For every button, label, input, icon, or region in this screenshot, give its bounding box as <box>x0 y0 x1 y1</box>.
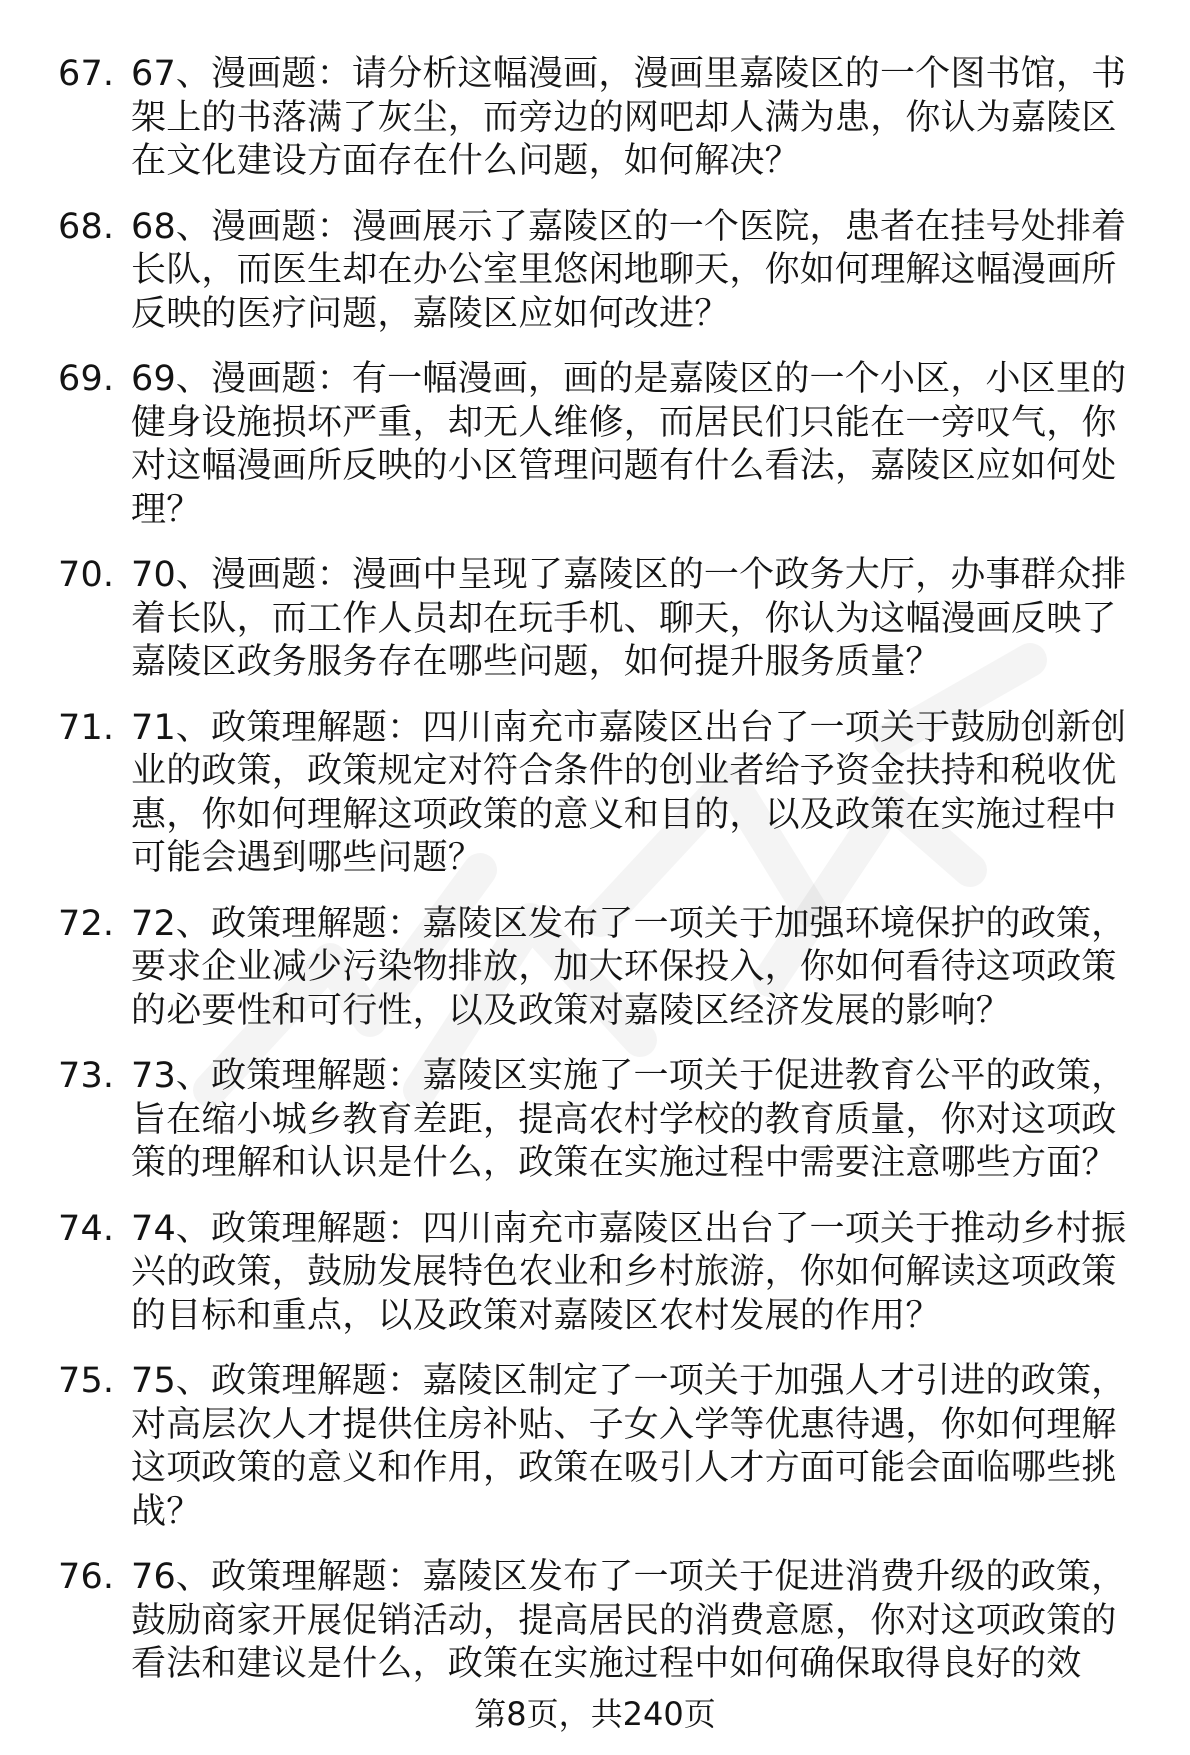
question-text: 76、政策理解题：嘉陵区发布了一项关于促进消费升级的政策，鼓励商家开展促销活动，提高居民的消费意愿，你对这项政策的看法和建议是什么，政策在实施过程中如何确保取得良好的效 <box>131 1557 1127 1684</box>
question-item-74 <box>0 1208 1190 1339</box>
question-number: 76. <box>58 1557 115 1597</box>
question-number: 70. <box>58 555 115 595</box>
question-number: 69. <box>58 359 115 399</box>
question-number: 75. <box>58 1361 115 1401</box>
question-item-72 <box>0 903 1190 1034</box>
question-item-67 <box>0 53 1190 184</box>
question-number: 68. <box>58 206 115 247</box>
question-text: 70、漫画题：漫画中呈现了嘉陵区的一个政务大厅，办事群众排着长队，而工作人员却在玩手机、聊天，你认为这幅漫画反映了嘉陵区政务服务存在哪些问题，如何提升服务质量？ <box>131 555 1127 682</box>
question-item-68 <box>0 206 1190 337</box>
question-number: 72. <box>58 903 115 944</box>
question-number: 71. <box>58 707 115 748</box>
question-item-76 <box>0 1556 1190 1687</box>
question-text: 75、政策理解题：嘉陵区制定了一项关于加强人才引进的政策，对高层次人才提供住房补贴、子女入学等优惠待遇，你如何理解这项政策的意义和作用，政策在吸引人才方面可能会面临哪些挑战？ <box>131 1361 1127 1532</box>
page-footer: 第8页，共240页 <box>474 1695 716 1733</box>
question-list <box>0 53 1190 1709</box>
question-text: 72、政策理解题：嘉陵区发布了一项关于加强环境保护的政策，要求企业减少污染物排放，加大环保投入，你如何看待这项政策的必要性和可行性，以及政策对嘉陵区经济发展的影响？ <box>131 903 1127 1031</box>
question-text: 67、漫画题：请分析这幅漫画，漫画里嘉陵区的一个图书馆，书架上的书落满了灰尘，而旁边的网吧却人满为患，你认为嘉陵区在文化建设方面存在什么问题，如何解决？ <box>131 54 1127 181</box>
question-item-73 <box>0 1055 1190 1186</box>
question-item-70 <box>0 554 1190 685</box>
question-text: 73、政策理解题：嘉陵区实施了一项关于促进教育公平的政策，旨在缩小城乡教育差距，提高农村学校的教育质量，你对这项政策的理解和认识是什么，政策在实施过程中需要注意哪些方面？ <box>131 1056 1127 1183</box>
question-number: 67. <box>58 54 115 94</box>
question-item-71 <box>0 707 1190 881</box>
question-number: 74. <box>58 1208 115 1249</box>
question-item-69 <box>0 358 1190 532</box>
question-item-75 <box>0 1360 1190 1534</box>
question-text: 74、政策理解题：四川南充市嘉陵区出台了一项关于推动乡村振兴的政策，鼓励发展特色农业和乡村旅游，你如何解读这项政策的目标和重点，以及政策对嘉陵区农村发展的作用？ <box>131 1208 1127 1336</box>
question-number: 73. <box>58 1056 115 1096</box>
question-text: 69、漫画题：有一幅漫画，画的是嘉陵区的一个小区，小区里的健身设施损坏严重，却无人维修，而居民们只能在一旁叹气，你对这幅漫画所反映的小区管理问题有什么看法，嘉陵区应如何处理？ <box>131 359 1127 530</box>
question-text: 68、漫画题：漫画展示了嘉陵区的一个医院，患者在挂号处排着长队，而医生却在办公室里悠闲地聊天，你如何理解这幅漫画所反映的医疗问题，嘉陵区应如何改进？ <box>131 206 1127 334</box>
question-text: 71、政策理解题：四川南充市嘉陵区出台了一项关于鼓励创新创业的政策，政策规定对符合条件的创业者给予资金扶持和税收优惠，你如何理解这项政策的意义和目的，以及政策在实施过程中可能会遇到哪些问题？ <box>131 707 1127 878</box>
